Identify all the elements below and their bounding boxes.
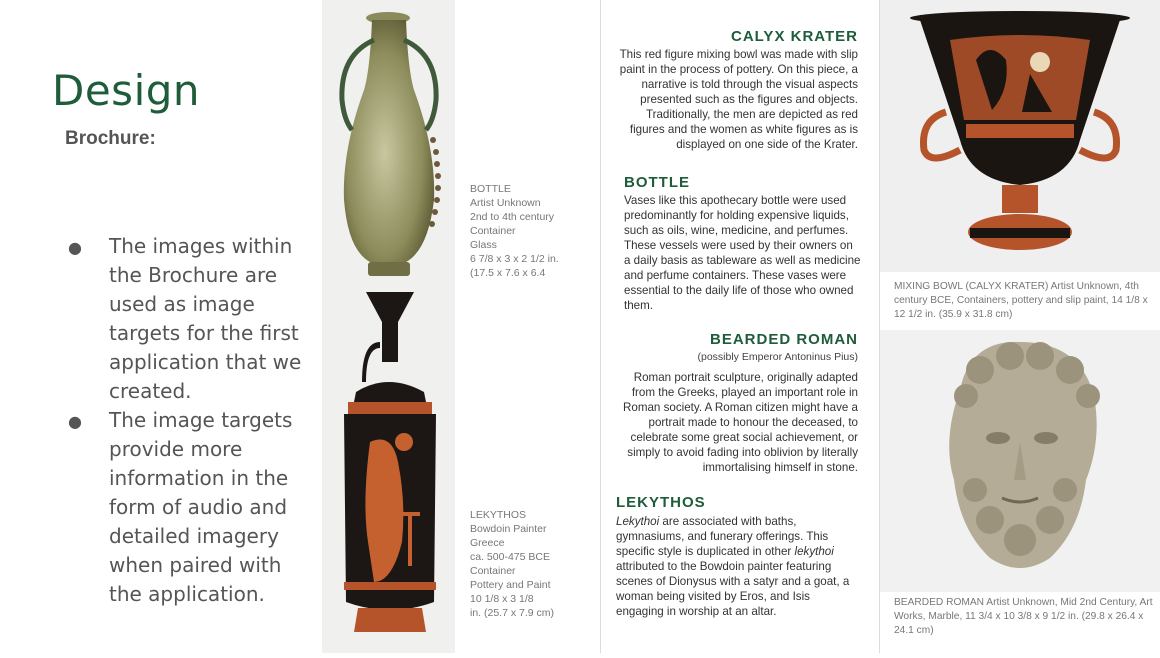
lekythos-vase-icon	[322, 282, 455, 653]
bullet-item	[68, 406, 303, 609]
lekythos-photo	[322, 282, 455, 653]
slide-title: Design	[52, 66, 201, 115]
lekythoi-term: lekythoi	[794, 545, 834, 558]
calyx-krater-heading: CALYX KRATER	[730, 28, 858, 45]
caption-line: Artist Unknown	[470, 197, 541, 209]
caption-line: Greece	[470, 537, 505, 549]
caption-line: 2nd to 4th century	[470, 211, 555, 223]
caption-line: ca. 500-475 BCE	[470, 551, 550, 563]
krater-photo	[880, 0, 1160, 272]
bust-photo	[880, 330, 1160, 592]
caption-line: BOTTLE	[470, 183, 511, 195]
lekythos-heading: LEKYTHOS	[616, 494, 706, 511]
brochure-image	[322, 0, 1160, 653]
lekythos-text-part: attributed to the Bowdoin painter featuring scenes of Dionysus with a satyr and a goat, a woman being visited by Eros, and Isis engaging in worship at an altar.	[616, 560, 850, 618]
bottle-text: Vases like this apothecary bottle were used predominantly for holding expensive liquids, such as oils, wine, medicine, and perfumes. These vessels were used by their owners on a daily basis as tableware as well as medicine and perfume containers. These vases were essential to the daily life of those who owned them.	[624, 194, 861, 312]
bearded-roman-heading: BEARDED ROMAN	[710, 331, 858, 348]
glass-bottle-icon	[322, 0, 455, 282]
caption-line: (17.5 x 7.6 x 6.4	[470, 267, 546, 279]
lekythoi-term: Lekythoi	[616, 515, 660, 528]
slide-subtitle: Brochure:	[65, 128, 156, 149]
caption-line: Pottery and Paint	[470, 579, 551, 591]
bearded-roman-text: Roman portrait sculpture, originally adapted from the Greeks, played an important role in Roman society. A Roman citizen might have a portrait made to honour the deceased, to celebrate some great social achievement, or simply to avoid fading into oblivion by literally immortalising himself in stone.	[623, 371, 858, 474]
calyx-krater-icon	[880, 0, 1160, 272]
lekythos-text	[616, 514, 858, 619]
bullet-dot-icon: ●	[68, 238, 82, 257]
krater-caption: MIXING BOWL (CALYX KRATER) Artist Unknown, 4th century BCE, Containers, pottery and slip paint, 14 1/8 x 12 1/2 in. (35.9 x 31.8 cm)	[894, 281, 1148, 320]
bullet-list	[68, 232, 303, 609]
caption-line: Container	[470, 225, 516, 237]
caption-line: 6 7/8 x 3 x 2 1/2 in.	[470, 253, 559, 265]
bullet-text: The image targets provide more information in the form of audio and detailed imagery when paired with the application.	[109, 408, 293, 606]
caption-line: Container	[470, 565, 516, 577]
bust-caption: BEARDED ROMAN Artist Unknown, Mid 2nd Century, Art Works, Marble, 11 3/4 x 10 3/8 x 9 1/2 in. (29.8 x 26.4 x 24.1 cm)	[894, 597, 1153, 636]
fold-divider	[600, 0, 601, 653]
marble-bust-icon	[880, 330, 1160, 592]
bullet-item	[68, 232, 303, 406]
bullet-text: The images within the Brochure are used as image targets for the first application that we created.	[109, 234, 302, 403]
bullet-dot-icon: ●	[68, 412, 82, 431]
lekythos-caption	[470, 508, 580, 620]
bottle-photo	[322, 0, 455, 282]
caption-line: Glass	[470, 239, 497, 251]
bottle-heading: BOTTLE	[624, 174, 690, 191]
lekythos-text-part: are associated with baths, gymnasiums, and funerary offerings. This specific style is duplicated in other	[616, 515, 829, 558]
caption-line: LEKYTHOS	[470, 509, 527, 521]
caption-line: 10 1/8 x 3 1/8	[470, 593, 534, 605]
caption-line: Bowdoin Painter	[470, 523, 547, 535]
caption-line: in. (25.7 x 7.9 cm)	[470, 607, 555, 619]
calyx-krater-text: This red figure mixing bowl was made with slip paint in the process of pottery. On this piece, a narrative is told through the visual aspects presented such as the figures and objects. Traditionally, the men are depicted as red figures and the women as white figures as is displayed on one side of the Krater.	[619, 48, 858, 151]
bearded-roman-subtitle: (possibly Emperor Antoninus Pius)	[697, 351, 858, 363]
bottle-caption	[470, 182, 580, 280]
